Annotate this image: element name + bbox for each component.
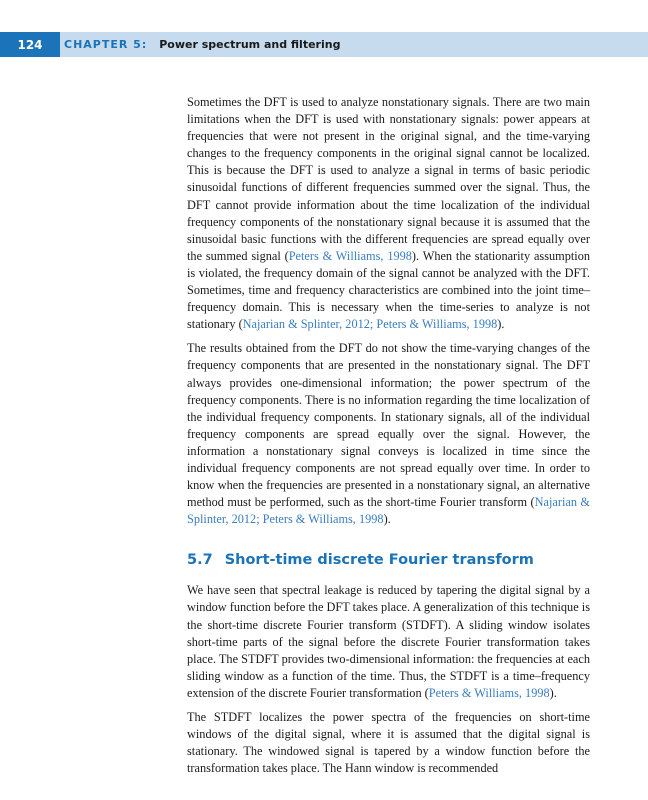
- paragraph-1: [187, 94, 590, 333]
- paragraph-text: ).: [549, 685, 557, 700]
- paragraph-3: [187, 582, 590, 702]
- chapter-heading: [64, 32, 340, 57]
- main-text: [187, 94, 590, 784]
- citation-link[interactable]: Najarian & Splinter, 2012; Peters & Williams, 1998: [242, 317, 498, 332]
- paragraph-text: ). When the stationarity assumption is violated, the frequency domain of the signal cannot be analyzed with the DFT. Sometimes, time and frequency characteristics are combined into the joint time–frequency domain. This is necessary when the time-series to analyze is not stationary (: [187, 248, 590, 332]
- section-heading: [187, 552, 590, 568]
- section-title: Short-time discrete Fourier transform: [224, 552, 534, 569]
- chapter-title: Power spectrum and filtering: [159, 38, 341, 51]
- paragraph-2: [187, 340, 590, 528]
- paragraph-text: ).: [497, 317, 505, 332]
- paragraph-text: We have seen that spectral leakage is reduced by tapering the digital signal by a window function before the DFT takes place. A generalization of this technique is the short-time discrete Fourier transform (STDFT). A sliding window isolates short-time parts of the signal before the discrete Fourier transformation takes place. The STDFT provides two-dimensional information: the frequencies at each sliding window as a function of the time. Thus, the STDFT is a time–frequency extension of the discrete Fourier transformation (: [187, 583, 590, 700]
- paragraph-text: The results obtained from the DFT do not show the time-varying changes of the frequency components that are presented in the nonstationary signal. The DFT always provides one-dimensional information; the power spectrum of the frequency components. There is no information regarding the time localization of the individual frequency components. In stationary signals, all of the individual frequency components are spread equally over the signal. However, the information a nonstationary signal conveys is localized in time since the individual frequency components are not spread equally over time. In order to know when the frequencies are presented in a nonstationary signal, an alternative method must be performed, such as the short-time Fourier transform (: [187, 341, 590, 510]
- citation-link[interactable]: Peters & Williams, 1998: [428, 685, 550, 700]
- citation-link[interactable]: Najarian & Splinter, 2012; Peters & Williams, 1998: [187, 495, 590, 527]
- page-number: 124: [0, 32, 60, 57]
- paragraph-text: The STDFT localizes the power spectra of the frequencies on short-time windows of the digital signal, where it is assumed that the digital signal is stationary. The windowed signal is tapered by a window function before the transformation takes place. The Hann window is recommended: [187, 710, 590, 776]
- section-number: 5.7: [187, 552, 213, 569]
- paragraph-text: Sometimes the DFT is used to analyze nonstationary signals. There are two main limitations when the DFT is used with nonstationary signals: power appears at frequencies that were not present in the original signal, and the time-varying changes to the frequency components in the original signal cannot be localized. This is because the DFT is used to analyze a signal in terms of basic periodic sinusoidal functions of different frequencies summed over the signal. Thus, the DFT cannot provide information about the time localization of the individual frequency components of the nonstationary signal because it is assumed that the sinusoidal basic functions with the different frequencies are spread equally over the summed signal (: [187, 95, 590, 263]
- chapter-label: CHAPTER 5:: [64, 38, 148, 51]
- paragraph-text: ).: [383, 512, 391, 527]
- paragraph-4: [187, 709, 590, 777]
- running-header: [0, 32, 648, 57]
- citation-link[interactable]: Peters & Williams, 1998: [288, 248, 412, 263]
